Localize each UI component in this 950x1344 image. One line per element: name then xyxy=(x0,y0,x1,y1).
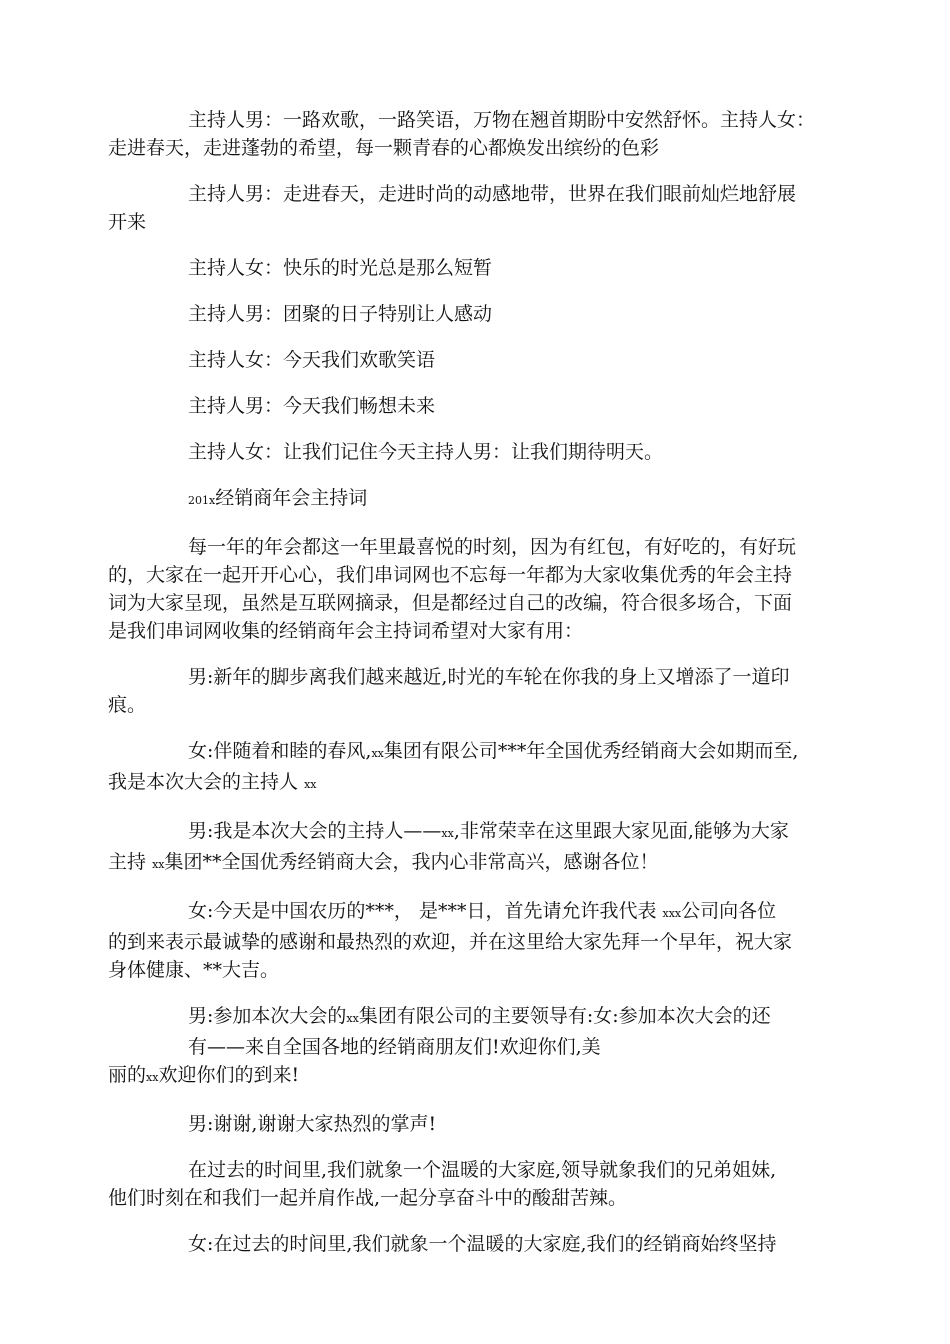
text-line: 主持人男：一路欢歌，一路笑语，万物在翘首期盼中安然舒怀。主持人女： xyxy=(188,109,816,131)
paragraph-male-2 xyxy=(108,817,853,879)
text-run: 女:今天是中国农历的***， 是***日，首先请允许我代表 xyxy=(188,900,657,922)
text-run: 公司向各位 xyxy=(681,900,777,922)
paragraph-host-line xyxy=(108,300,853,328)
text-line: 开来 xyxy=(108,211,147,233)
section-heading xyxy=(108,484,853,515)
text-line: 走进春天，走进蓬勃的希望，每一颗青春的心都焕发出缤纷的色彩 xyxy=(108,137,660,159)
text-run: 女:伴随着和睦的春风, xyxy=(188,740,372,762)
text-line: 女:在过去的时间里,我们就象一个温暖的大家庭,我们的经销商始终坚持 xyxy=(188,1233,777,1255)
text-line: 他们时刻在和我们一起并肩作战,一起分享奋斗中的酸甜苦辣。 xyxy=(108,1187,628,1209)
paragraph-female-3 xyxy=(108,1230,853,1258)
text-line xyxy=(108,897,853,928)
text-line xyxy=(108,817,853,848)
paragraph-male-1 xyxy=(108,663,853,719)
paragraph-host-exchange-1 xyxy=(108,106,853,162)
text-run: 集团有限公司***年全国优秀经销商大会如期而至, xyxy=(383,740,799,762)
text-line: 主持人男：今天我们畅想未来 xyxy=(188,395,436,417)
text-line: 的，大家在一起开开心心，我们串词网也不忘每一年都为大家收集优秀的年会主持 xyxy=(108,564,793,586)
text-line: 主持人女：今天我们欢歌笑语 xyxy=(188,349,436,371)
heading-year: 201x xyxy=(188,494,216,507)
text-run: 男:参加本次大会的 xyxy=(188,1005,347,1027)
paragraph-host-line xyxy=(108,346,853,374)
paragraph-male-3 xyxy=(108,1002,853,1092)
text-run: 主持 xyxy=(108,851,147,873)
placeholder-text: xxx xyxy=(662,907,682,920)
placeholder-text: xx xyxy=(146,1071,159,1084)
placeholder-text: xx xyxy=(441,827,454,840)
text-run: 集团**全国优秀经销商大会，我内心非常高兴，感谢各位！ xyxy=(164,851,659,873)
text-run: ,非常荣幸在这里跟大家见面,能够为大家 xyxy=(453,820,789,842)
text-run: 丽的 xyxy=(108,1064,147,1086)
text-line: 主持人女：快乐的时光总是那么短暂 xyxy=(188,257,493,279)
heading-text: 经销商年会主持词 xyxy=(215,487,368,509)
text-run: 男:我是本次大会的主持人—— xyxy=(188,820,442,842)
paragraph-female-2 xyxy=(108,897,853,984)
text-line xyxy=(108,1061,853,1092)
text-line xyxy=(108,768,853,799)
text-line: 在过去的时间里,我们就象一个温暖的大家庭,领导就象我们的兄弟姐妹, xyxy=(188,1159,777,1181)
text-line: 痕。 xyxy=(108,694,147,716)
paragraph-host-line xyxy=(108,438,853,466)
text-line: 身体健康、**大吉。 xyxy=(108,959,280,981)
paragraph-past xyxy=(108,1156,853,1212)
paragraph-female-1 xyxy=(108,737,853,799)
text-line: 每一年的年会都这一年里最喜悦的时刻，因为有红包，有好吃的，有好玩 xyxy=(188,536,797,558)
text-line: 有——来自全国各地的经销商朋友们!欢迎你们,美 xyxy=(188,1036,601,1058)
text-line: 男:新年的脚步离我们越来越近,时光的车轮在你我的身上又增添了一道印 xyxy=(188,666,790,688)
text-line xyxy=(108,1002,853,1033)
placeholder-text: xx xyxy=(346,1012,359,1025)
paragraph-host-exchange-2 xyxy=(108,180,853,236)
placeholder-text: xx xyxy=(304,778,317,791)
placeholder-text: xx xyxy=(152,858,165,871)
text-line: 是我们串词网收集的经销商年会主持词希望对大家有用： xyxy=(108,620,584,642)
text-run: 欢迎你们的到来! xyxy=(158,1064,300,1086)
intro-paragraph xyxy=(108,533,853,645)
paragraph-male-4 xyxy=(108,1110,853,1138)
text-line: 的到来表示最诚挚的感谢和最热烈的欢迎，并在这里给大家先拜一个早年，祝大家 xyxy=(108,931,793,953)
text-run: 我是本次大会的主持人 xyxy=(108,771,299,793)
text-run: 集团有限公司的主要领导有:女:参加本次大会的还 xyxy=(358,1005,771,1027)
text-line xyxy=(108,737,853,768)
document-body xyxy=(108,106,853,1276)
text-line: 男:谢谢,谢谢大家热烈的掌声! xyxy=(188,1113,437,1135)
placeholder-text: xx xyxy=(371,747,384,760)
paragraph-host-line xyxy=(108,392,853,420)
text-line: 词为大家呈现，虽然是互联网摘录，但是都经过自己的改编，符合很多场合，下面 xyxy=(108,592,793,614)
text-line: 主持人男：团聚的日子特别让人感动 xyxy=(188,303,493,325)
text-line xyxy=(108,848,853,879)
text-line: 主持人男：走进春天，走进时尚的动感地带，世界在我们眼前灿烂地舒展 xyxy=(188,183,797,205)
text-line: 主持人女：让我们记住今天主持人男：让我们期待明天。 xyxy=(188,441,664,463)
paragraph-host-line xyxy=(108,254,853,282)
